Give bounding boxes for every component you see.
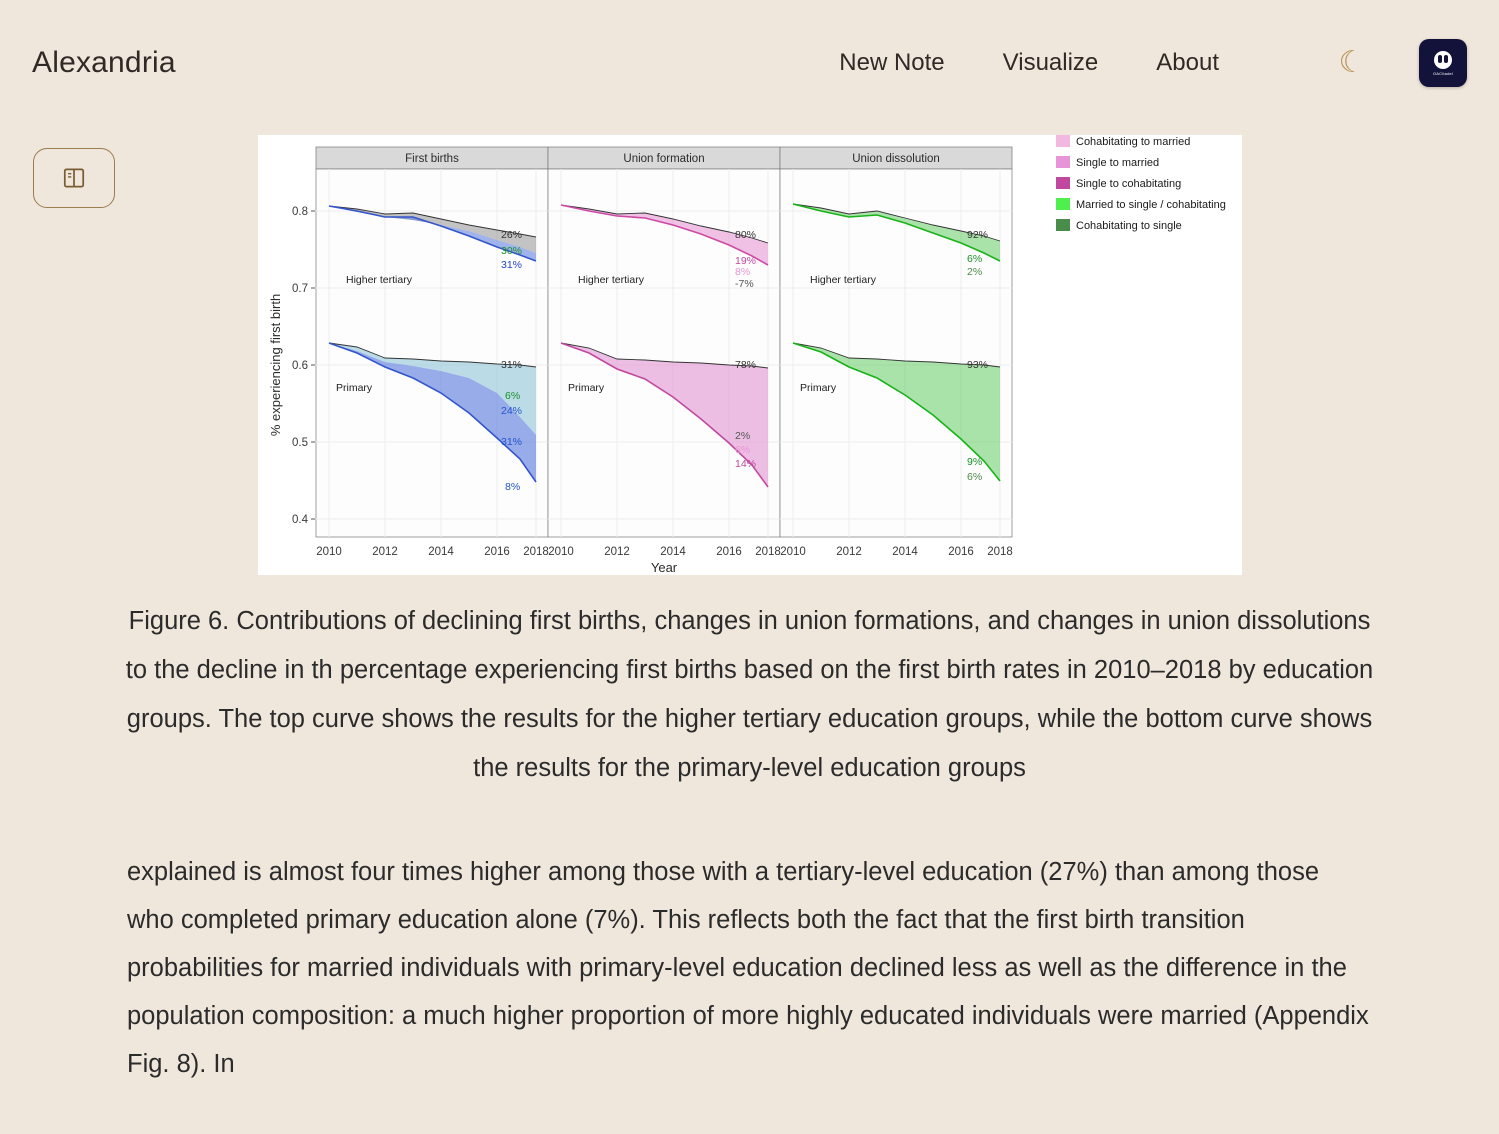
x-tick-p3-2: 2014 [891,546,918,558]
primary-nav [839,39,1467,87]
body-paragraph: explained is almost four times higher among those with a tertiary-level education (27%) than among those who completed primary education alone (7%). This reflects both the fact that the first birth transition probabilities for married individuals with primary-level education declined less as well as the difference in the population composition: a much higher proportion of more highly educated individuals were married (Appendix Fig. 8). In [127,857,1369,1078]
p1-primary-ann-4: 8% [504,481,520,493]
p2-primary-group-label: Primary [567,382,604,394]
p2-primary-ann-0: 78% [734,359,756,371]
p3-tertiary-ann-1: 6% [966,253,982,265]
app-brand-title: Alexandria [32,46,176,79]
p3-primary-ann-0: 93% [966,359,988,371]
panel-union-formation [548,147,780,537]
p1-tertiary-group-label: Higher tertiary [345,274,412,286]
panel-3-title: Union dissolution [851,153,940,165]
moon-glyph: ☾ [1338,46,1366,79]
x-tick-p2-3: 2016 [715,546,742,558]
p2-tertiary-ann-0: 80% [734,229,756,241]
x-tick-p3-0: 2010 [779,546,806,558]
legend-label-4: Cohabitating to single [1075,220,1182,232]
p3-primary-ann-1: 9% [966,456,982,468]
x-tick-p1-1: 2012 [371,546,398,558]
x-tick-p3-4: 2018 [986,546,1013,558]
y-tick-0: 0.8 [291,206,308,218]
panel-1-title: First births [404,153,459,165]
top-navigation-bar [0,0,1499,126]
y-tick-4: 0.4 [291,514,308,526]
p2-tertiary-ann-3: -7% [734,278,754,290]
p3-tertiary-group-label: Higher tertiary [809,274,876,286]
figure-caption: Figure 6. Contributions of declining first births, changes in union formations, and changes in union dissolutions to the decline in th percentage experiencing first births based on the first birth rates in 2010–2018 by education groups. The top curve shows the results for the higher tertiary education groups, while the bottom curve shows the results for the primary-level education groups [125,607,1374,782]
legend-label-0: Cohabitating to married [1075,136,1190,148]
moon-icon[interactable] [1335,46,1369,80]
badge-logo-icon [1434,51,1452,69]
p3-primary-group-label: Primary [799,382,836,394]
x-tick-p3-3: 2016 [947,546,974,558]
nav-about[interactable]: About [1156,49,1219,76]
badge-label: OACitadel [1432,70,1454,76]
p2-primary-ann-3: 14% [734,458,756,470]
panel-first-births [316,147,548,537]
x-tick-p2-4: 2018 [754,546,781,558]
panel-union-dissolution [780,147,1012,537]
p2-tertiary-ann-1: 19% [734,255,756,267]
p1-tertiary-ann-0: 26% [500,229,522,241]
document-content [0,135,1499,1089]
p2-primary-ann-1: 2% [734,430,750,442]
x-tick-p1-3: 2016 [483,546,510,558]
p1-primary-ann-3: 31% [500,436,522,448]
nav-icon-group [1335,39,1467,87]
y-tick-3: 0.5 [291,437,308,449]
x-tick-p1-2: 2014 [427,546,454,558]
legend-label-2: Single to cohabitating [1075,178,1181,190]
p1-tertiary-ann-2: 31% [500,259,522,271]
p2-tertiary-ann-2: 8% [734,266,750,278]
p2-tertiary-group-label: Higher tertiary [577,274,644,286]
p1-primary-ann-1: 6% [504,390,520,402]
nav-visualize[interactable]: Visualize [1002,49,1099,76]
p1-primary-group-label: Primary [335,382,372,394]
y-axis-title: % experiencing first birth [267,293,283,437]
p1-tertiary-ann-1: 30% [500,245,522,257]
x-tick-p1-4: 2018 [522,546,549,558]
y-tick-2: 0.6 [291,360,308,372]
figure-6-chart [258,135,1242,575]
legend-label-3: Married to single / cohabitating [1075,199,1226,211]
y-tick-1: 0.7 [291,283,308,295]
p3-tertiary-ann-2: 2% [966,266,982,278]
x-tick-p1-0: 2010 [315,546,342,558]
x-axis-title: Year [650,560,677,575]
p1-primary-ann-0: 31% [500,359,522,371]
x-tick-p2-1: 2012 [603,546,630,558]
x-tick-p3-1: 2012 [835,546,862,558]
figure-image-panel [258,135,1242,575]
legend-label-1: Single to married [1075,157,1159,169]
p1-primary-ann-2: 24% [500,405,522,417]
x-tick-p2-2: 2014 [659,546,686,558]
app-badge-button[interactable] [1419,39,1467,87]
p2-primary-ann-2: 6% [734,444,750,456]
x-tick-p2-0: 2010 [547,546,574,558]
panel-2-title: Union formation [622,153,705,165]
nav-new-note[interactable]: New Note [839,49,945,76]
p3-tertiary-ann-0: 92% [966,229,988,241]
p3-primary-ann-2: 6% [966,471,982,483]
